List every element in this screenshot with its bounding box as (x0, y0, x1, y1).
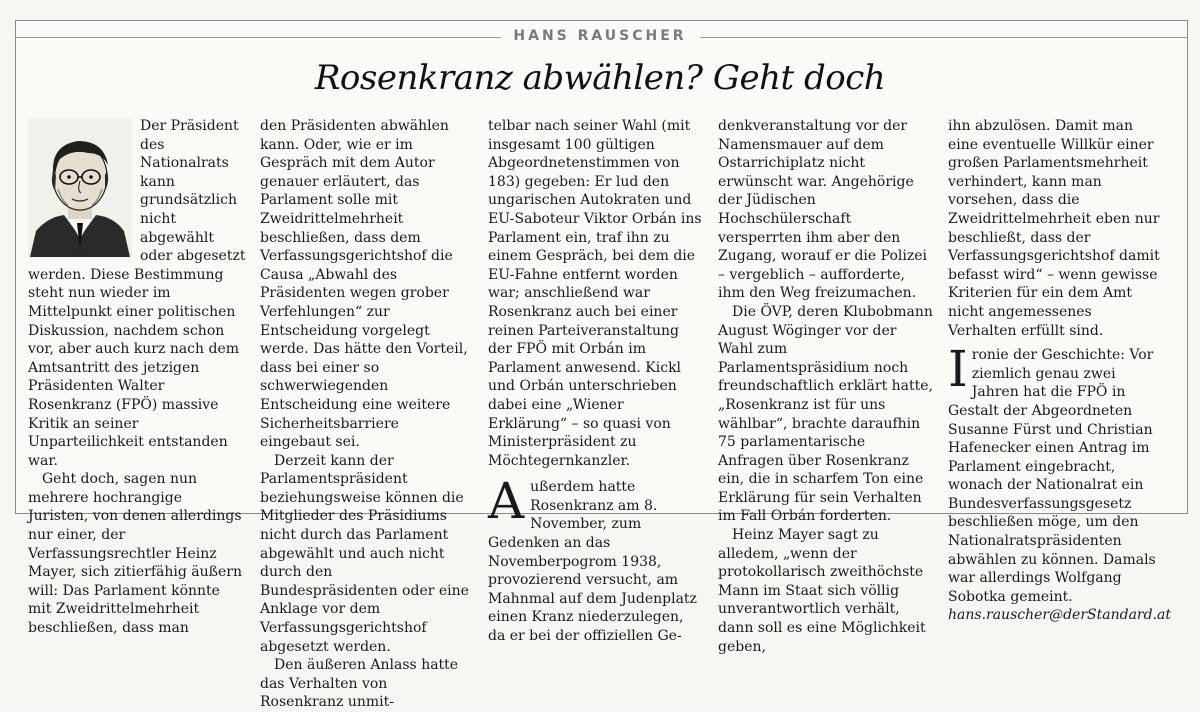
column-2 (260, 117, 474, 711)
paragraph: ronie der Geschichte: Vor ziemlich genau zwei Jahren hat die FPÖ in Gestalt der Abgeordneten Susanne Fürst und Christian Hafenecker einen Antrag im Parlament eingebracht, wonach der Nationalrat ein Bundesverfassungsgesetz beschließen möge, um den Nationalratspräsidenten abwählen zu können. Damals war allerdings Wolfgang Sobotka gemeint. (948, 347, 1156, 605)
column-1 (28, 117, 246, 637)
drop-cap: I (948, 340, 968, 399)
paragraph: Heinz Mayer sagt zu alledem, „wenn der protokollarisch zweithöchste Mann im Staat sich völlig unverantwortlich verhält, dann soll es eine Möglichkeit geben, (718, 527, 926, 655)
paragraph: den Präsidenten abwählen kann. Oder, wie er im Gespräch mit dem Autor genauer erläutert, das Parlament solle mit Zweidrittelmehrheit beschließen, dass dem Verfassungsgerichtshof die Causa „Abwahl des Präsidenten wegen grober Verfehlungen“ zur Entscheidung vorgelegt werde. Das hätte den Vorteil, dass bei einer so schwerwiegenden Entscheidung eine weitere Sicherheitsbarriere eingebaut sei. (260, 118, 468, 451)
paragraph: Derzeit kann der Parlamentspräsident beziehungsweise können die Mitglieder des Präsidiums nicht durch das Parlament abgewählt und auch nicht durch den Bundespräsidenten oder eine Anklage vor dem Verfassungsgerichtshof abgesetzt werden. (260, 452, 469, 655)
column-3 (488, 117, 704, 645)
paragraph: Die ÖVP, deren Klubobmann August Wöginger vor der Wahl zum Parlamentspräsidium noch freundschaftlich erklärt hatte, „Rosenkranz ist für uns wählbar“, brachte daraufhin 75 parlamentarische Anfragen über Rosenkranz ein, die in scharfem Ton eine Erklärung für sein Verhalten im Fall Orbán forderten. (718, 303, 934, 525)
paragraph: Der Präsident des Nationalrats kann grundsätzlich nicht abgewählt oder abgesetzt werden. Diese Bestimmung steht nun wieder im Mittelpunkt einer politischen Diskussion, nachdem schon vor, aber auch kurz nach dem Amtsantritt des jetzigen Präsidenten Walter Rosenkranz (FPÖ) massive Kritik an seiner Unparteilichkeit entstanden war. (28, 118, 246, 469)
paragraph: Den äußeren Anlass hatte das Verhalten von Rosenkranz unmit- (260, 657, 459, 711)
column-5 (948, 117, 1171, 624)
drop-cap: A (488, 472, 525, 531)
paragraph: ihn abzulösen. Damit man eine eventuelle Willkür einer großen Parlamentsmehrheit verhindert, kann man vorsehen, dass die Zweidrittelmehrheit eben nur beschließt, dass der Verfassungsgerichtshof damit befasst wird“ – wenn gewisse Kriterien für ein dem Amt nicht angemessenes Verhalten erfüllt sind. (948, 118, 1160, 339)
headline: Rosenkranz abwählen? Geht doch (314, 58, 886, 98)
paragraph: ußerdem hatte Rosenkranz am 8. November, zum Gedenken an das Novemberpogrom 1938, provozierend versucht, am Mahnmal auf dem Judenplatz einen Kranz niederzulegen, da er bei der offiziellen Ge- (488, 479, 697, 645)
author-name: HANS RAUSCHER (513, 28, 687, 44)
paragraph: Geht doch, sagen nun mehrere hochrangige Juristen, von denen allerdings nur einer, der Verfassungsrechtler Heinz Mayer, sich zitierfähig äußern will: Das Parlament könnte mit Zweidrittelmehrheit beschließen, dass man (28, 471, 242, 637)
paragraph: denkveranstaltung vor der Namensmauer auf dem Ostarrichiplatz nicht erwünscht war. Angehörige der Jüdischen Hochschülerschaft versperrten ihm aber den Zugang, worauf er die Polizei – vergeblich – aufforderte, ihm den Weg freizumachen. (718, 118, 928, 302)
paragraph: telbar nach seiner Wahl (mit insgesamt 100 gültigen Abgeordnetenstimmen von 183) gegeben: Er lud den ungarischen Autokraten und EU-Saboteur Viktor Orbán ins Parlament ein, traf ihn zu einem Gespräch, bei dem die EU-Fahne entfernt worden war; anschließend war Rosenkranz auch bei einer reinen Parteiveranstaltung der FPÖ mit Orbán im Parlament anwesend. Kickl und Orbán unterschrieben dabei eine „Wiener Erklärung“ – so quasi von Ministerpräsident zu Möchtegernkanzler. (488, 118, 702, 469)
author-portrait (28, 119, 132, 257)
column-4 (718, 117, 934, 655)
author-email: hans.rauscher@derStandard.at (948, 607, 1171, 624)
